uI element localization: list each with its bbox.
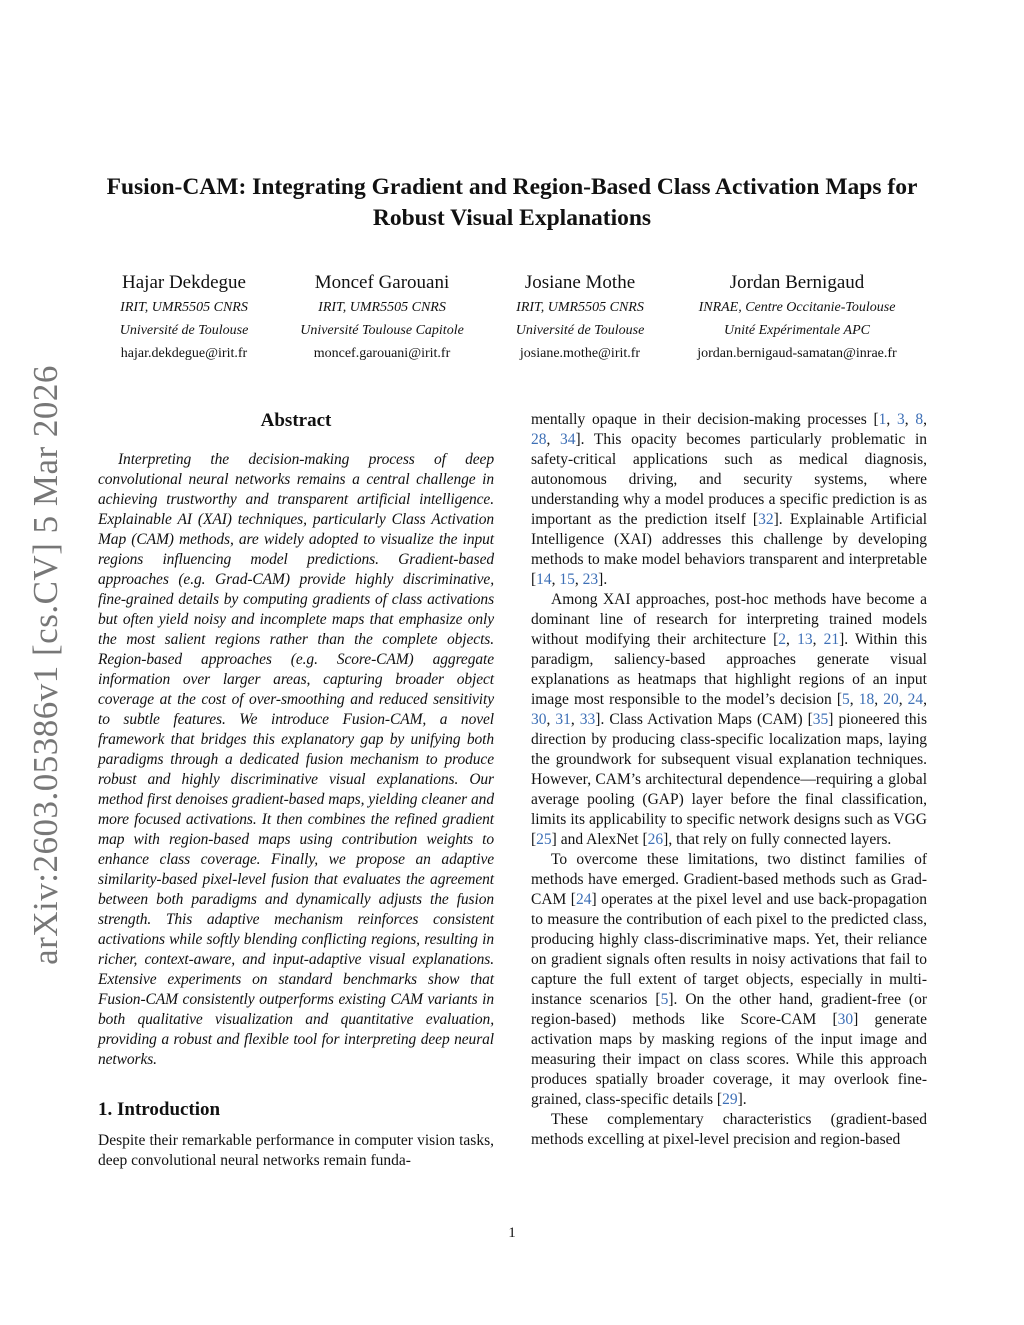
introduction-heading: 1. Introduction	[98, 1099, 221, 1120]
citation-link[interactable]: 20	[883, 691, 899, 708]
citation-link[interactable]: 28	[531, 431, 547, 448]
intro-paragraph-3	[531, 850, 927, 1110]
text-run: ,	[546, 431, 561, 448]
citation-link[interactable]: 26	[647, 831, 664, 848]
text-run: ] generate activation maps by masking regions of the input image and measuring their impact on class scores. While this approach produces spatially broader coverage, it may overlook fine-grained, class-specific details [	[531, 1011, 927, 1108]
text-run: ,	[904, 411, 916, 428]
author-affiliation: Université de Toulouse	[515, 323, 645, 338]
author-block-4	[667, 270, 927, 365]
author-email[interactable]: hajar.dekdegue@irit.fr	[120, 346, 248, 361]
text-run: ], that rely on fully connected layers.	[663, 831, 892, 848]
citation-link[interactable]: 15	[559, 571, 575, 588]
citation-link[interactable]: 32	[758, 511, 774, 528]
text-run: ,	[849, 691, 859, 708]
text-run: ,	[786, 631, 798, 648]
text-run: ]. Class Activation Maps (CAM) [	[595, 711, 813, 728]
text-run: ] operates at the pixel level and use back-propagation to measure the contribution of each pixel to the predicted class, producing highly class-discriminative maps. Yet, their reliance on gradient signals often results in noisy activations that fail to capture the full extent of target objects, especially in multi-instance scenarios [	[531, 891, 927, 1008]
text-run: ,	[574, 571, 583, 588]
intro-paragraph-1-continued	[531, 410, 927, 590]
citation-link[interactable]: 18	[858, 691, 875, 708]
citation-link[interactable]: 21	[823, 631, 840, 648]
abstract-text: Interpreting the decision-making process of deep convolutional neural networks remains a central challenge in achieving trustworthy and transparent artificial intelligence. Explainable AI (XAI) techniques, particularly Class Activation Map (CAM) methods, are widely adopted to visualize the input regions influencing model predictions. Gradient-based approaches (e.g. Grad-CAM) provide highly discriminative, fine-grained details by computing gradients of class activations but often yield noisy and incomplete maps that emphasize only the most salient regions rather than the complete objects. Region-based approaches (e.g. Score-CAM) aggregate information over larger areas, capturing broader object coverage at the cost of over-smoothing and reduced sensitivity to subtle features. We introduce Fusion-CAM, a novel framework that bridges this explanatory gap by unifying both paradigms through a dedicated fusion mechanism to produce robust and highly discriminative visual explanations. Our method first denoises gradient-based maps, yielding cleaner and more focused activations. It then combines the refined gradient map with region-based maps using contribution weights to enhance class coverage. Finally, we propose an adaptive similarity-based pixel-level fusion that evaluates the agreement between both paradigms and dynamically adjusts the fusion strength. This adaptive mechanism reinforces consistent activations while softly blending conflicting regions, resulting in richer, context-aware, and input-adaptive visual explanations. Extensive experiments on standard benchmarks show that Fusion-CAM consistently outperforms existing CAM variants in both qualitative visualization and quantitative evaluation, providing a robust and flexible tool for interpreting deep neural networks.	[98, 451, 494, 1068]
author-name: Hajar Dekdegue	[122, 272, 246, 293]
citation-link[interactable]: 13	[797, 631, 813, 648]
author-affiliation: IRIT, UMR5505 CNRS	[120, 300, 248, 315]
citation-link[interactable]: 24	[907, 691, 924, 708]
author-affiliation: IRIT, UMR5505 CNRS	[318, 300, 446, 315]
text-run: ,	[874, 691, 884, 708]
text-run: ,	[923, 411, 928, 428]
text-run: mentally opaque in their decision-making processes [	[531, 411, 879, 428]
text-run: ]. On the other hand, gradient-free (or region-based) methods like Score-CAM [	[531, 991, 927, 1028]
citation-link[interactable]: 8	[915, 411, 924, 428]
text-run: ] pioneered this direction by producing class-specific localization maps, laying the groundwork for subsequent visual explanation techniques. However, CAM’s architectural dependence—requiring a global average pooling (GAP) layer before the final classification, limits its applicability to specific network designs such as VGG [	[531, 711, 927, 848]
text-run: ,	[898, 691, 908, 708]
author-affiliation: Université Toulouse Capitole	[300, 323, 464, 338]
text-run: ,	[551, 571, 560, 588]
text-run: ]. Explainable Artificial Intelligence (XAI) addresses this challenge by developing methods to make model behaviors transparent and interpretable [	[531, 511, 928, 588]
paper-title	[90, 172, 934, 234]
author-affiliation: Université de Toulouse	[119, 323, 249, 338]
citation-link[interactable]: 5	[842, 691, 850, 708]
page-number: 1	[508, 1225, 516, 1241]
arxiv-identifier: arXiv:2603.05386v1 [cs.CV] 5 Mar 2026	[26, 365, 65, 965]
citation-link[interactable]: 31	[555, 711, 571, 728]
intro-paragraph-1-start: Despite their remarkable performance in computer vision tasks, deep convolutional neural networks remain funda-	[98, 1132, 494, 1169]
text-run: ]. Within this paradigm, saliency-based approaches generate visual explanations as heatmaps that highlight regions of an input image most responsible to the model’s decision [	[531, 631, 927, 708]
title-line-2: Robust Visual Explanations	[372, 205, 652, 231]
citation-link[interactable]: 14	[536, 571, 552, 588]
intro-paragraph-2	[531, 590, 927, 850]
arxiv-identifier-sidebar	[22, 365, 70, 965]
author-email[interactable]: moncef.garouani@irit.fr	[313, 346, 451, 361]
citation-link[interactable]: 34	[560, 431, 576, 448]
citation-link[interactable]: 35	[812, 711, 829, 728]
left-column	[98, 408, 494, 1171]
text-run: ,	[812, 631, 824, 648]
author-name: Moncef Garouani	[314, 272, 450, 293]
author-email[interactable]: josiane.mothe@irit.fr	[519, 346, 641, 361]
citation-link[interactable]: 25	[536, 831, 552, 848]
intro-paragraph-4: These complementary characteristics (gradient-based methods excelling at pixel-level precision and region-based	[531, 1111, 927, 1148]
citation-link[interactable]: 2	[778, 631, 787, 648]
citation-link[interactable]: 24	[575, 891, 592, 908]
text-run: ,	[546, 711, 556, 728]
text-run: ] and AlexNet [	[551, 831, 648, 848]
text-run: ].	[737, 1091, 747, 1108]
citation-link[interactable]: 29	[722, 1091, 738, 1108]
text-run: ]. This opacity becomes particularly problematic in safety-critical applications such as medical diagnosis, autonomous driving, and security systems, where understanding why a model produces a specific prediction is as important as the prediction itself [	[531, 431, 928, 528]
text-run: To overcome these limitations, two distinct families of methods have emerged. Gradient-based methods such as Grad-CAM [	[531, 851, 927, 908]
text-run: ,	[570, 711, 580, 728]
author-affiliation: INRAE, Centre Occitanie-Toulouse	[698, 300, 896, 315]
author-name: Jordan Bernigaud	[729, 272, 865, 293]
abstract-heading: Abstract	[260, 410, 332, 431]
citation-link[interactable]: 30	[837, 1011, 854, 1028]
citation-link[interactable]: 3	[897, 411, 905, 428]
text-run: Among XAI approaches, post-hoc methods have become a dominant line of research for interpreting trained models without modifying their architecture [	[531, 591, 927, 648]
author-affiliation: IRIT, UMR5505 CNRS	[516, 300, 644, 315]
author-affiliation: Unité Expérimentale APC	[724, 323, 870, 338]
title-line-1: Fusion-CAM: Integrating Gradient and Region-Based Class Activation Maps for	[106, 174, 918, 200]
citation-link[interactable]: 23	[582, 571, 599, 588]
text-run: ].	[598, 571, 608, 588]
right-column	[531, 410, 927, 1150]
citation-link[interactable]: 33	[579, 711, 596, 728]
author-name: Josiane Mothe	[524, 272, 636, 293]
author-email[interactable]: jordan.bernigaud-samatan@inrae.fr	[697, 346, 897, 361]
citation-link[interactable]: 30	[531, 711, 547, 728]
text-run: ,	[886, 411, 898, 428]
text-run: ,	[923, 691, 928, 708]
citation-link[interactable]: 5	[660, 991, 669, 1008]
citation-link[interactable]: 1	[878, 411, 887, 428]
